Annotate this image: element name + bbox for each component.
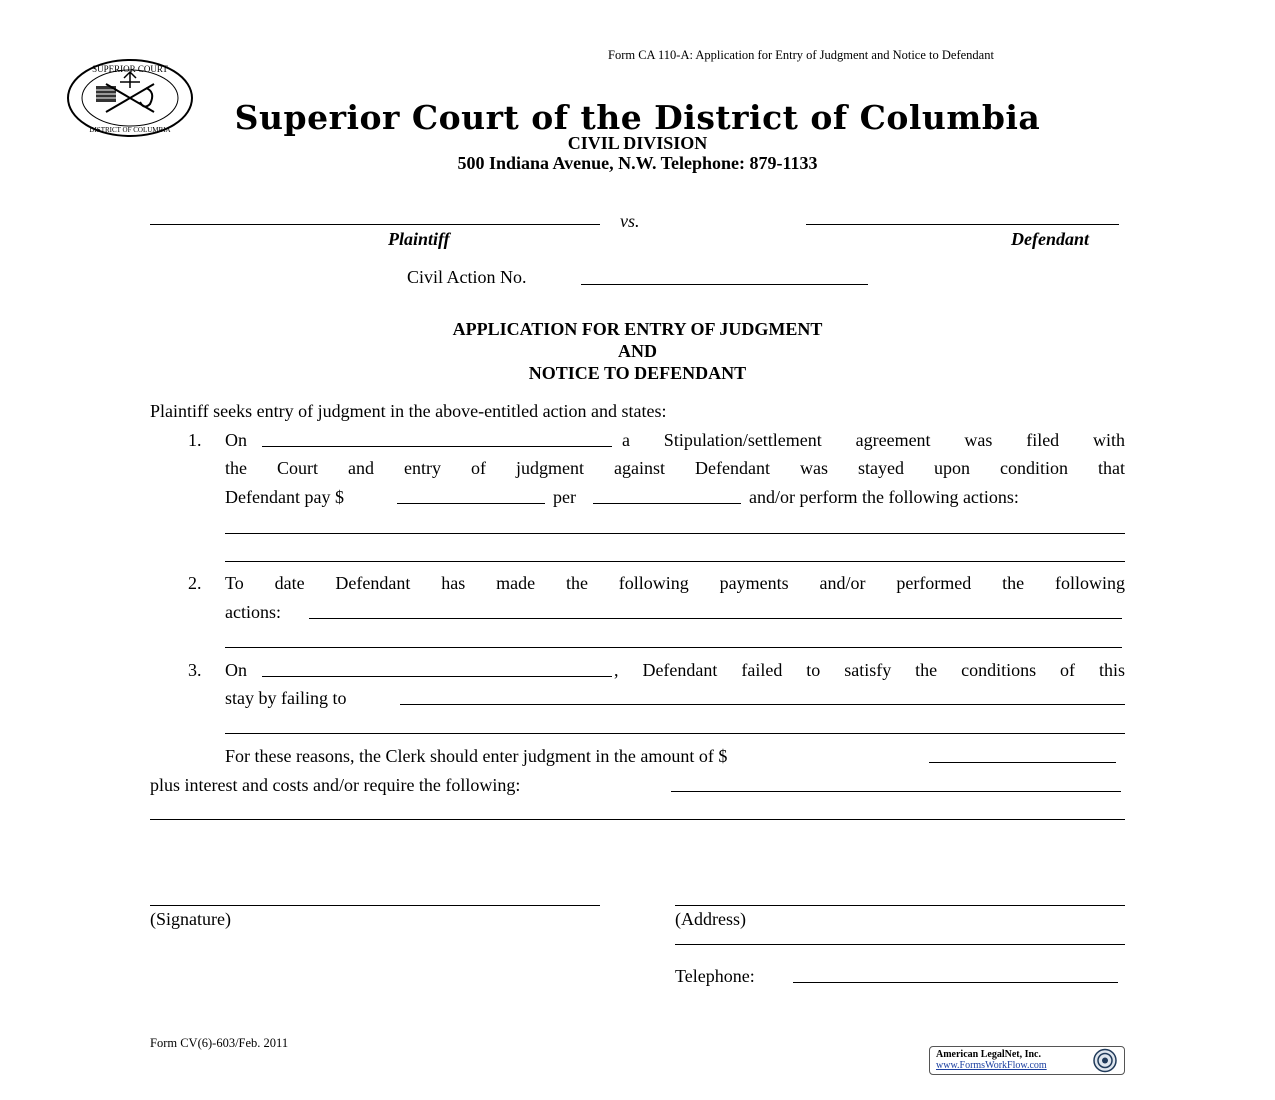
defendant-line[interactable] (806, 224, 1119, 225)
doc-title-line3: NOTICE TO DEFENDANT (528, 363, 747, 383)
item-1-period-line[interactable] (593, 503, 741, 504)
item-2-line1: To date Defendant has made the following payments and/or performed the following (225, 573, 1125, 593)
item-3-on: On (225, 660, 247, 680)
address-line-2[interactable] (675, 944, 1125, 945)
reasons-line1: For these reasons, the Clerk should enter judgment in the amount of $ (225, 746, 728, 766)
form-reference: Form CA 110-A: Application for Entry of Judgment and Notice to Defendant (608, 48, 994, 62)
item-1-date-line[interactable] (262, 446, 612, 447)
item-3-stay: stay by failing to (225, 688, 347, 708)
plaintiff-label: Plaintiff (388, 229, 450, 249)
defendant-label: Defendant (1011, 229, 1089, 249)
globe-icon (1088, 1048, 1122, 1073)
doc-title-line1: APPLICATION FOR ENTRY OF JUDGMENT (452, 319, 823, 339)
item-3-failing-line-1[interactable] (400, 704, 1125, 705)
court-address: 500 Indiana Avenue, N.W. Telephone: 879-1133 (457, 153, 818, 173)
item-2-actions-line-1[interactable] (309, 618, 1122, 619)
telephone-line[interactable] (793, 982, 1118, 983)
vs-label: vs. (620, 211, 640, 231)
division-label: CIVIL DIVISION (567, 133, 708, 153)
item-3-number: 3. (188, 660, 202, 680)
address-line-1[interactable] (675, 905, 1125, 906)
item-1-amount-line[interactable] (397, 503, 545, 504)
seal-text-bottom: DISTRICT OF COLUMBIA (89, 126, 171, 134)
publisher-logo (929, 1046, 1125, 1075)
plaintiff-line[interactable] (150, 224, 600, 225)
seal-text-top: SUPERIOR COURT (92, 64, 168, 74)
item-1-on: On (225, 430, 247, 450)
civil-action-line[interactable] (581, 284, 868, 285)
judgment-amount-line[interactable] (929, 762, 1116, 763)
item-2-number: 2. (188, 573, 202, 593)
signature-label: (Signature) (150, 909, 231, 929)
item-3-text: , Defendant failed to satisfy the conditions of this (614, 660, 1125, 680)
item-1-per: per (553, 487, 576, 507)
require-line-2[interactable] (150, 819, 1125, 820)
item-1-perform: and/or perform the following actions: (749, 487, 1019, 507)
item-1-line2: the Court and entry of judgment against Defendant was stayed upon condition that (225, 458, 1125, 478)
publisher-name: American LegalNet, Inc. (936, 1049, 1041, 1060)
address-label: (Address) (675, 909, 746, 929)
item-3-date-line[interactable] (262, 676, 612, 677)
require-line-1[interactable] (671, 791, 1121, 792)
item-1-actions-line-1[interactable] (225, 533, 1125, 534)
item-1-text: a Stipulation/settlement agreement was filed with (622, 430, 1125, 450)
item-2-actions: actions: (225, 602, 281, 622)
item-3-failing-line-2[interactable] (225, 733, 1125, 734)
item-2-actions-line-2[interactable] (225, 647, 1122, 648)
item-1-pay: Defendant pay $ (225, 487, 344, 507)
doc-title-line2: AND (618, 341, 657, 361)
intro-text: Plaintiff seeks entry of judgment in the above-entitled action and states: (150, 401, 667, 421)
signature-line[interactable] (150, 905, 600, 906)
item-1-number: 1. (188, 430, 202, 450)
civil-action-label: Civil Action No. (407, 267, 527, 287)
item-1-actions-line-2[interactable] (225, 561, 1125, 562)
court-title: Superior Court of the District of Columbia (234, 98, 1041, 137)
form-number: Form CV(6)-603/Feb. 2011 (150, 1036, 289, 1050)
reasons-line2: plus interest and costs and/or require the following: (150, 775, 521, 795)
publisher-website[interactable]: www.FormsWorkFlow.com (936, 1060, 1047, 1071)
telephone-label: Telephone: (675, 966, 755, 986)
